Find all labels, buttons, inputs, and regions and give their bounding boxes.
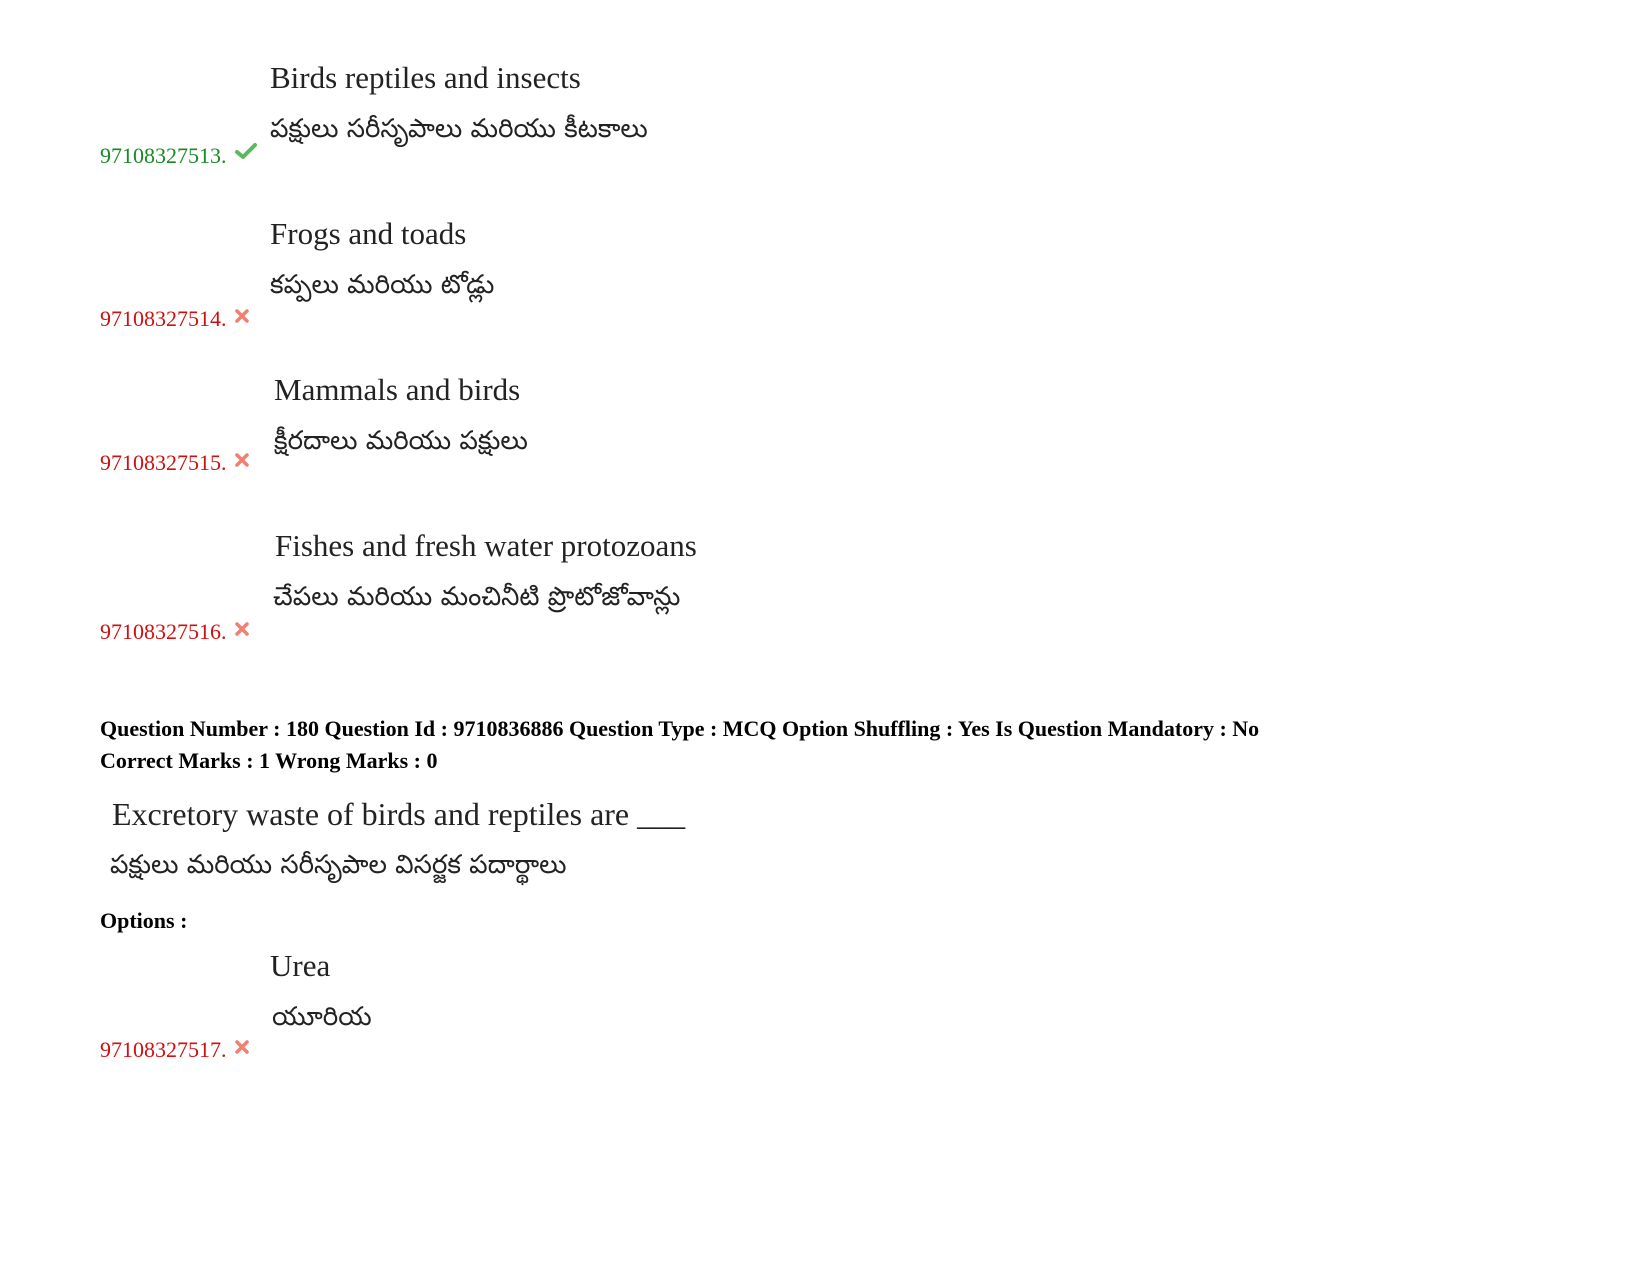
option-text-en: Mammals and birds xyxy=(274,372,521,407)
option-text-te: క్షీరదాలు మరియు పక్షులు xyxy=(274,426,528,456)
options-label: Options : xyxy=(100,908,188,933)
option-id-label: 97108327514. xyxy=(100,306,227,331)
option-id-label: 97108327515. xyxy=(100,450,227,475)
option-text-te: యూరియ xyxy=(272,1002,372,1032)
option-id-label: 97108327513. xyxy=(100,143,227,168)
option-id xyxy=(100,452,249,474)
option-id-label: 97108327517. xyxy=(100,1037,227,1062)
check-icon xyxy=(235,142,257,160)
question-text-en: Excretory waste of birds and reptiles are ___ xyxy=(112,796,686,832)
cross-icon xyxy=(235,622,249,636)
option-id xyxy=(100,142,257,167)
cross-icon xyxy=(235,309,249,323)
option-text-en: Frogs and toads xyxy=(270,216,467,251)
option-text-te: పక్షులు సరీసృపాలు మరియు కీటకాలు xyxy=(270,114,648,144)
option-id xyxy=(100,308,249,330)
option-id xyxy=(100,1039,249,1061)
option-text-en: Urea xyxy=(270,948,331,983)
option-text-te: చేపలు మరియు మంచినీటి ప్రొటోజోవాన్లు xyxy=(273,582,681,612)
option-text-en: Birds reptiles and insects xyxy=(270,60,581,95)
cross-icon xyxy=(235,1040,249,1054)
question-marks: Correct Marks : 1 Wrong Marks : 0 xyxy=(100,748,438,773)
option-text-en: Fishes and fresh water protozoans xyxy=(275,528,697,563)
option-id-label: 97108327516. xyxy=(100,619,227,644)
question-text-te: పక్షులు మరియు సరీసృపాల విసర్జక పదార్థాలు xyxy=(110,850,567,880)
cross-icon xyxy=(235,453,249,467)
option-text-te: కప్పలు మరియు టోడ్లు xyxy=(270,270,495,300)
question-meta: Question Number : 180 Question Id : 9710836886 Question Type : MCQ Option Shuffling : Yes Is Question Mandatory : No xyxy=(100,716,1260,741)
option-id xyxy=(100,621,249,643)
